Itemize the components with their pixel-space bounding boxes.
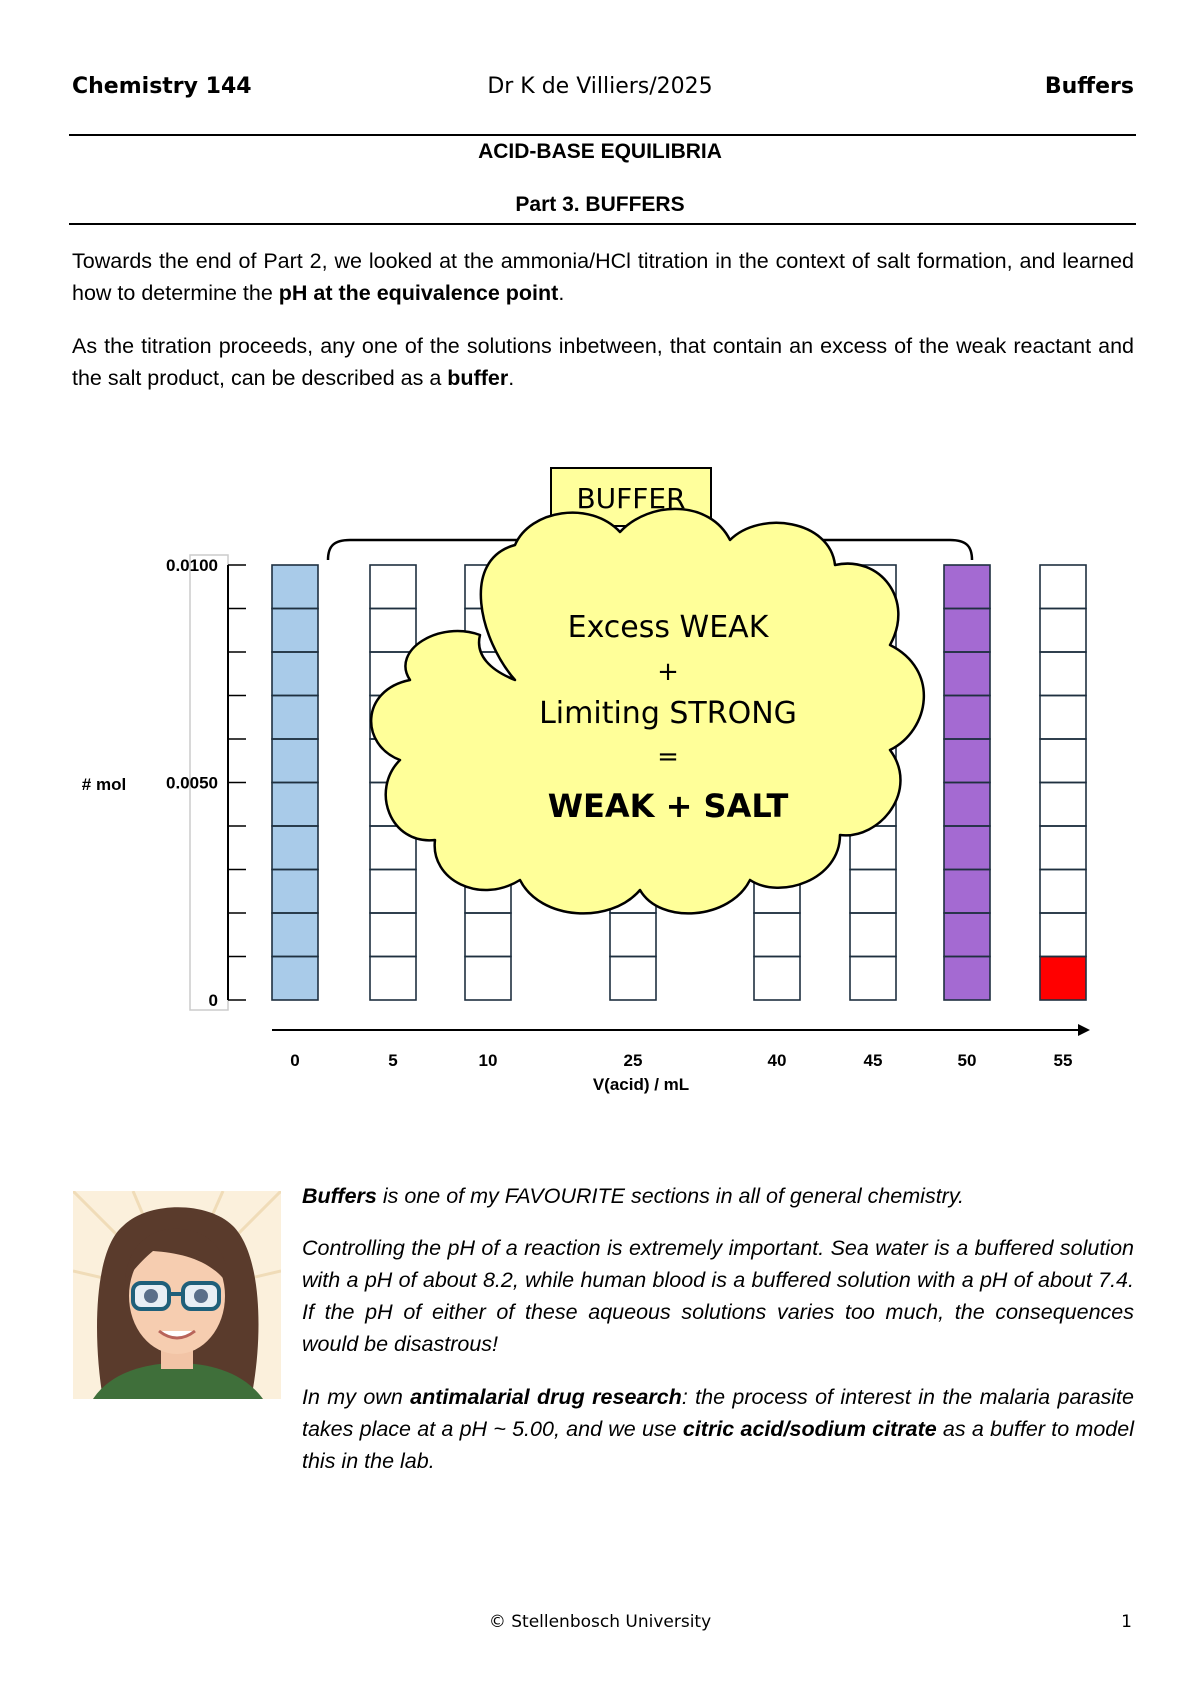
bar-segment	[850, 957, 896, 1001]
x-tick-label: 5	[388, 1051, 398, 1070]
x-axis-arrowhead	[1078, 1024, 1090, 1036]
bar-segment	[1040, 696, 1086, 740]
x-tick-label: 45	[863, 1051, 883, 1070]
bar-segment	[1040, 652, 1086, 696]
note-paragraph-1: Buffers is one of my FAVOURITE sections in all of general chemistry.	[302, 1184, 964, 1208]
bar-segment	[1040, 826, 1086, 870]
bar-segment	[1040, 739, 1086, 783]
part-title: Part 3. BUFFERS	[515, 193, 685, 216]
y-tick-label: 0	[208, 991, 218, 1010]
intro-paragraph-1: Towards the end of Part 2, we looked at the ammonia/HCl titration in the context of salt formation, and learned how to determine the pH at the equivalence point.	[72, 249, 1134, 305]
x-tick-label: 10	[478, 1051, 498, 1070]
bar-segment	[850, 913, 896, 957]
bar-segment	[1040, 870, 1086, 914]
title-rule	[69, 223, 1136, 225]
y-tick-label: 0.0050	[166, 773, 218, 793]
x-tick-label: 55	[1053, 1051, 1073, 1070]
cloud-line: +	[657, 657, 679, 687]
buffer-label: BUFFER	[576, 482, 686, 515]
x-tick-label: 0	[290, 1051, 300, 1070]
bar-segment	[370, 609, 416, 653]
buffer-titration-figure	[60, 460, 1120, 1100]
y-axis	[82, 555, 246, 1010]
note-paragraph-3: In my own antimalarial drug research: the process of interest in the malaria parasite takes place at a pH ~ 5.00, and we use citric acid/sodium citrate as a buffer to model this in the lab.	[302, 1385, 1134, 1473]
bar-segment	[1040, 913, 1086, 957]
cloud-line: Limiting STRONG	[539, 696, 797, 731]
copyright-footer: © Stellenbosch University	[488, 1612, 712, 1632]
bar-segment	[754, 957, 800, 1001]
bar-segment	[370, 957, 416, 1001]
note-paragraph-2: Controlling the pH of a reaction is extremely important. Sea water is a buffered solution with a pH of about 8.2, while human blood is a buffered solution with a pH of about 7.4. If the pH of either of these aqueous solutions varies too much, the consequences would be disastrous!	[302, 1236, 1134, 1356]
annotation-cloud	[371, 509, 924, 913]
bar-fill-55	[1040, 957, 1086, 1001]
bar-segment	[610, 913, 656, 957]
cloud-line: WEAK + SALT	[547, 787, 789, 825]
x-tick-label: 25	[623, 1051, 643, 1070]
author-year: Dr K de Villiers/2025	[487, 74, 713, 99]
intro-paragraph-2: As the titration proceeds, any one of the solutions inbetween, that contain an excess of the weak reactant and the salt product, can be described as a buffer.	[72, 334, 1134, 390]
course-name: Chemistry 144	[72, 74, 252, 99]
x-tick-label: 50	[957, 1051, 977, 1070]
cloud-line: =	[657, 742, 679, 772]
cloud-line: Excess WEAK	[567, 610, 769, 645]
bar-segment	[370, 913, 416, 957]
bar-segment	[754, 913, 800, 957]
bar-segment	[1040, 609, 1086, 653]
bar-segment	[465, 913, 511, 957]
bar-55	[1040, 565, 1086, 1000]
y-tick-label: 0.0100	[166, 556, 218, 575]
author-avatar	[73, 1191, 281, 1399]
topic-name: Buffers	[1044, 74, 1134, 99]
y-axis-label: # mol	[81, 775, 127, 794]
section-title: ACID-BASE EQUILIBRIA	[478, 140, 722, 163]
x-tick-label: 40	[767, 1051, 787, 1070]
x-axis	[272, 1024, 1090, 1094]
page-number: 1	[1121, 1612, 1132, 1632]
top-rule	[69, 134, 1136, 136]
bar-segment	[610, 957, 656, 1001]
bar-segment	[370, 870, 416, 914]
x-axis-label: V(acid) / mL	[592, 1075, 690, 1094]
bar-segment	[370, 565, 416, 609]
bar-segment	[1040, 565, 1086, 609]
bar-segment	[465, 957, 511, 1001]
bar-segment	[850, 870, 896, 914]
bar-segment	[1040, 783, 1086, 827]
